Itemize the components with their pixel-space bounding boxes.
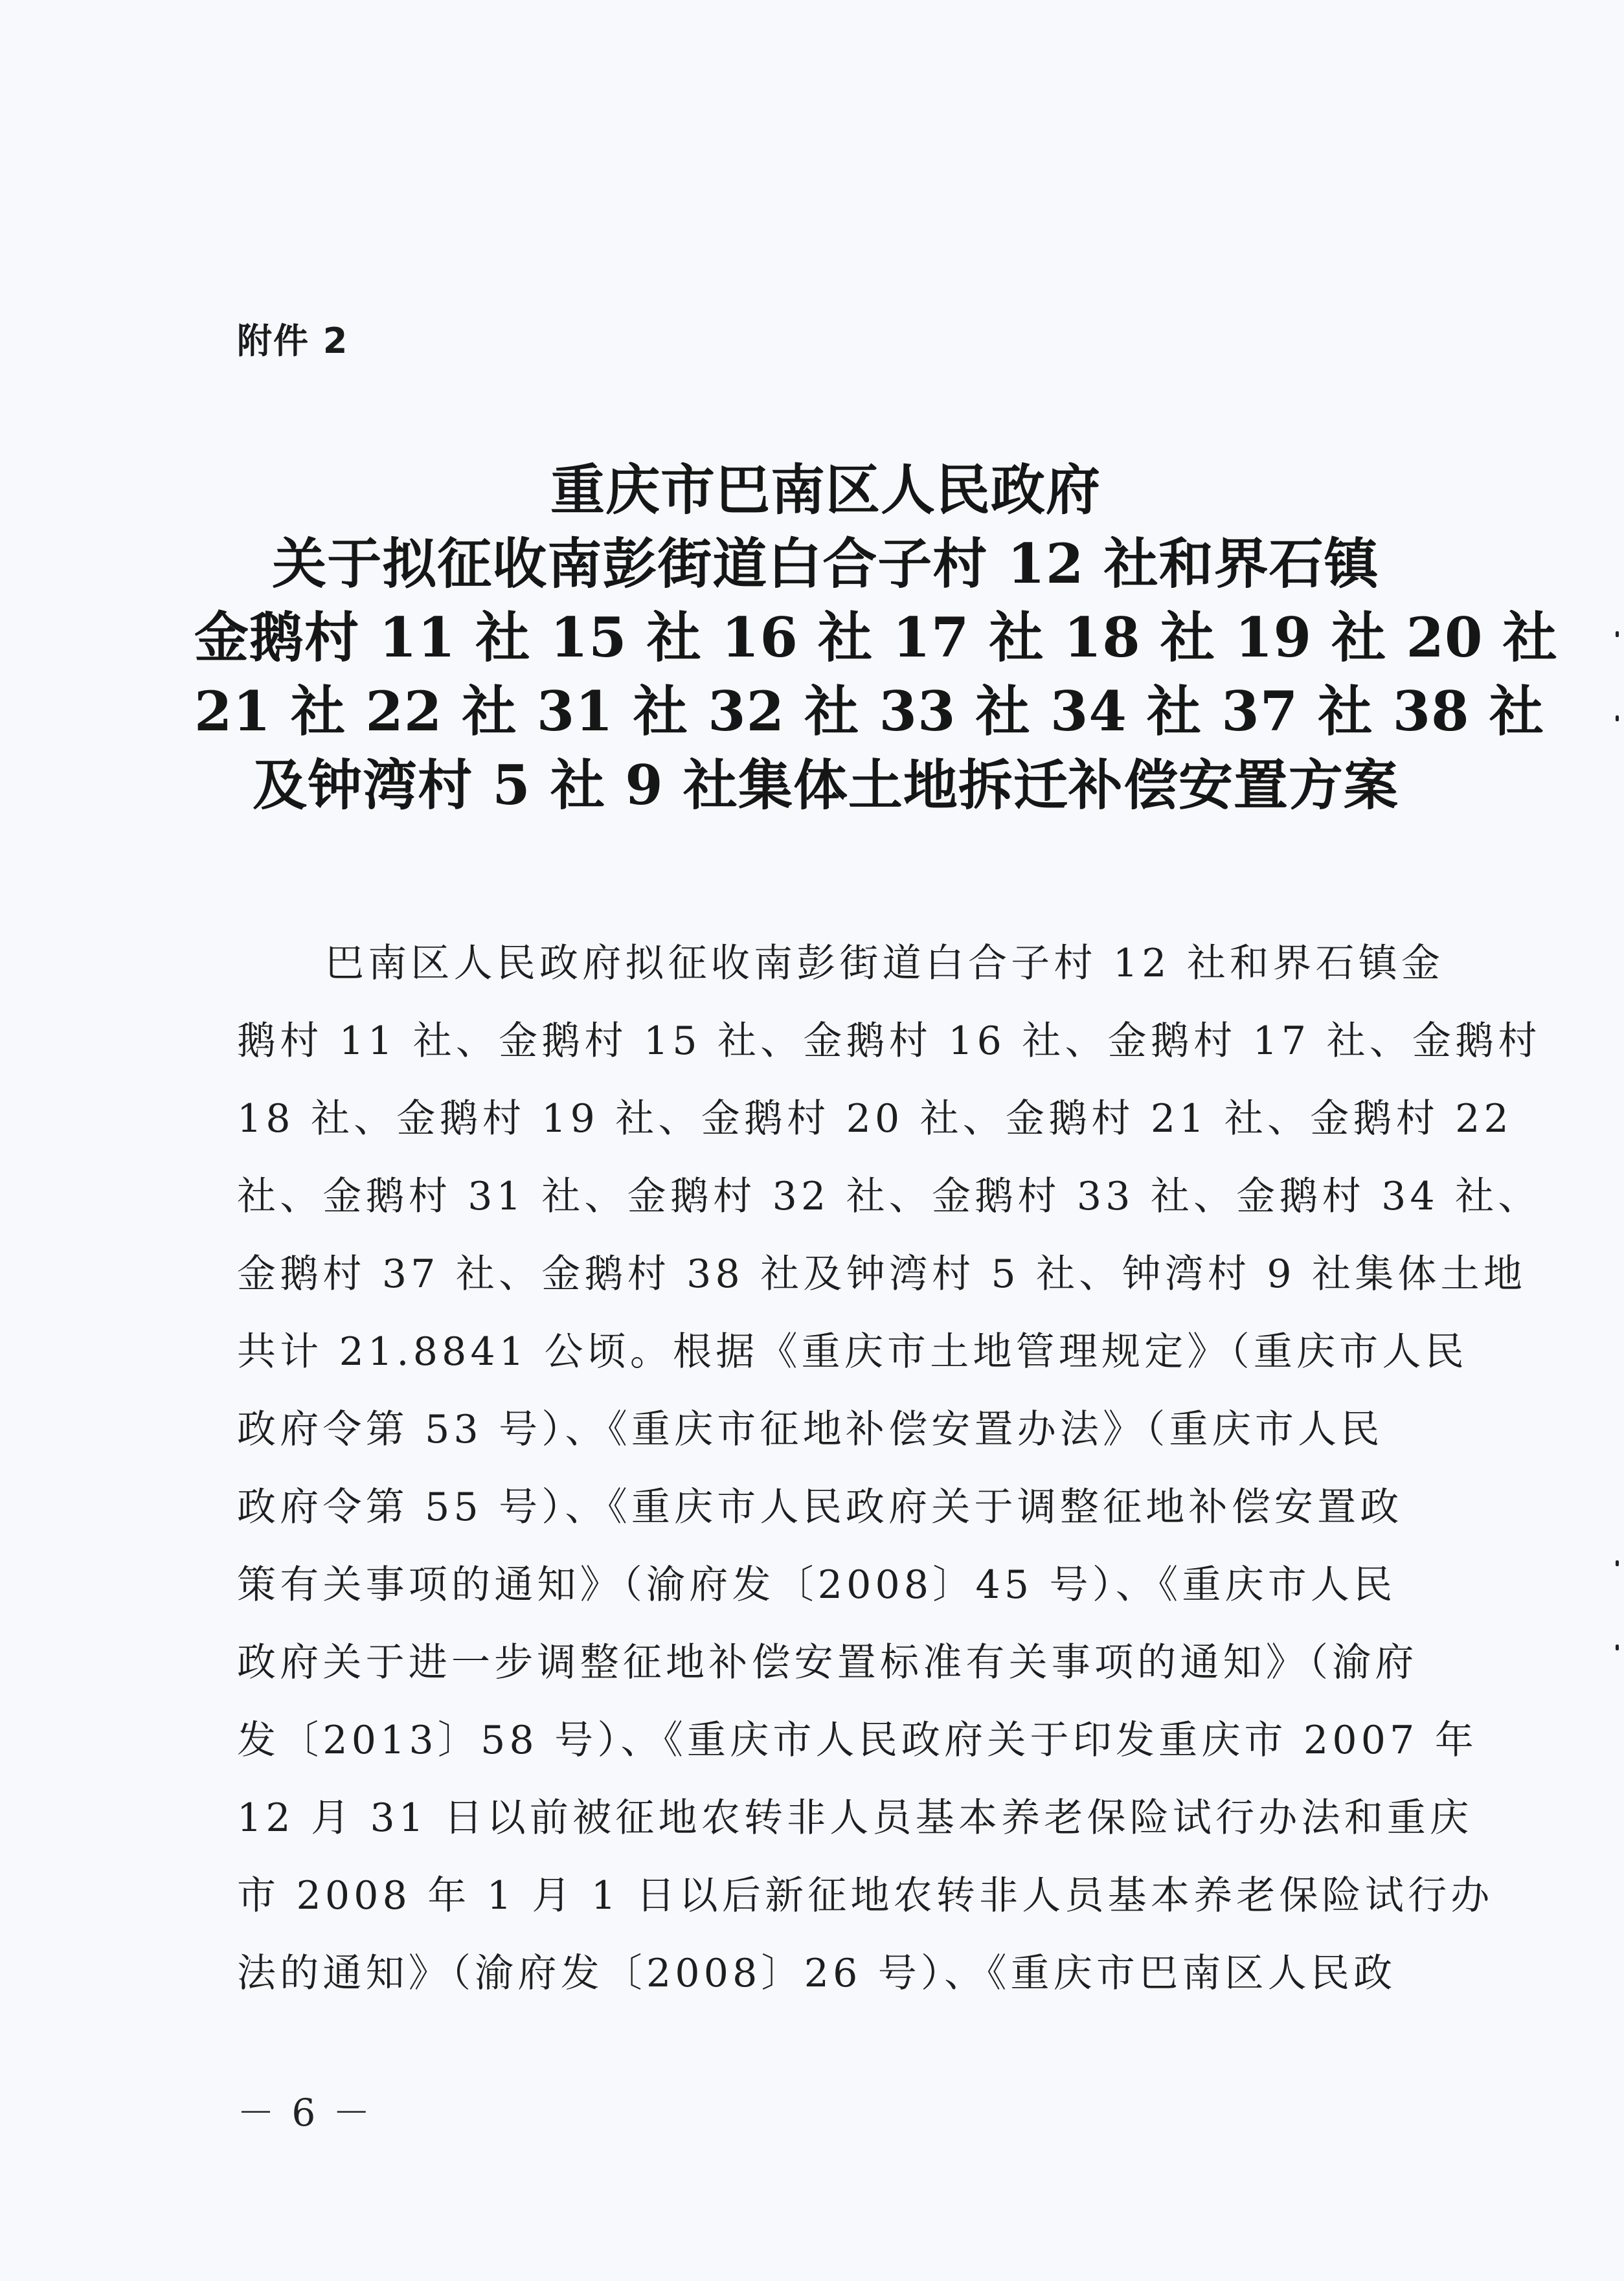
body-line: 12 月 31 日以前被征地农转非人员基本养老保险试行办法和重庆: [237, 1795, 1473, 1841]
title-line: 金鹅村 11 社 15 社 16 社 17 社 18 社 19 社 20 社: [194, 605, 1558, 669]
body-line: 法的通知》（渝府发〔2008〕26 号）、《重庆市巴南区人民政: [237, 1951, 1397, 1996]
title-line: 关于拟征收南彭街道白合子村 12 社和界石镇: [272, 532, 1379, 596]
body-line: 社、金鹅村 31 社、金鹅村 32 社、金鹅村 33 社、金鹅村 34 社、: [237, 1174, 1541, 1219]
title-line: 及钟湾村 5 社 9 社集体土地拆迁补偿安置方案: [253, 753, 1399, 817]
document-title: [194, 453, 1558, 822]
title-line: 重庆市巴南区人民政府: [550, 458, 1101, 522]
body-line: 发〔2013〕58 号）、《重庆市人民政府关于印发重庆市 2007 年: [237, 1718, 1478, 1763]
page-number: － 6 －: [237, 2091, 373, 2135]
scan-edge-mark: [1616, 715, 1619, 721]
body-line: 政府关于进一步调整征地补偿安置标准有关事项的通知》（渝府: [237, 1640, 1418, 1685]
body-line: 共计 21.8841 公顷。根据《重庆市土地管理规定》（重庆市人民: [237, 1329, 1468, 1375]
body-line: 政府令第 53 号）、《重庆市征地补偿安置办法》（重庆市人民: [237, 1407, 1384, 1452]
attachment-label: 附件 2: [237, 320, 349, 361]
body-line: 市 2008 年 1 月 1 日以后新征地农转非人员基本养老保险试行办: [237, 1873, 1494, 1918]
body-line: 巴南区人民政府拟征收南彭街道白合子村 12 社和界石镇金: [325, 941, 1445, 986]
body-paragraph: [237, 925, 1541, 2012]
body-line: 策有关事项的通知》（渝府发〔2008〕45 号）、《重庆市人民: [237, 1562, 1397, 1608]
scan-edge-mark: [1616, 1645, 1619, 1650]
scan-edge-mark: [1616, 631, 1619, 637]
title-line: 21 社 22 社 31 社 32 社 33 社 34 社 37 社 38 社: [194, 679, 1544, 743]
scan-edge-mark: [1616, 1560, 1619, 1566]
body-line: 政府令第 55 号）、《重庆市人民政府关于调整征地补偿安置政: [237, 1485, 1403, 1530]
body-line: 金鹅村 37 社、金鹅村 38 社及钟湾村 5 社、钟湾村 9 社集体土地: [237, 1252, 1527, 1297]
body-line: 鹅村 11 社、金鹅村 15 社、金鹅村 16 社、金鹅村 17 社、金鹅村: [237, 1018, 1541, 1064]
body-line: 18 社、金鹅村 19 社、金鹅村 20 社、金鹅村 21 社、金鹅村 22: [237, 1096, 1513, 1141]
